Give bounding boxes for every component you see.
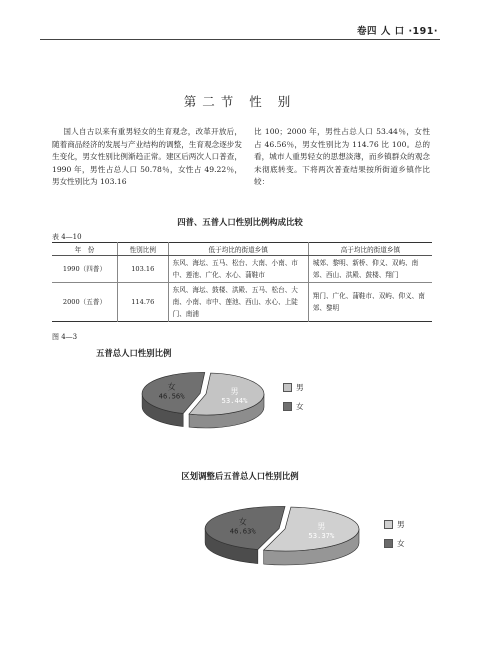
cell-below-average: 东风、海坛、五马、松台、大南、小南、市中、莲池、广化、水心、蒲鞋市 <box>168 256 308 283</box>
chart-2-legend <box>384 518 405 556</box>
cell-ratio: 103.16 <box>117 256 168 283</box>
table-header-row <box>52 243 432 256</box>
cell-year: 1990（四普） <box>52 256 117 283</box>
legend-label-male: 男 <box>397 520 405 529</box>
chart-1-title: 五普总人口性别比例 <box>96 348 172 358</box>
cell-above-average: 翔门、广化、蒲鞋市、双屿、仰义、南郊、黎明 <box>308 283 432 322</box>
cell-above-average: 城郊、黎明、新桥、仰义、双屿、南郊、西山、洪殿、鼓楼、翔门 <box>308 256 432 283</box>
legend-item-male <box>283 381 304 394</box>
section-title: 第二节 性 别 <box>183 94 297 109</box>
pie-value-label-female: 46.63% <box>229 526 256 536</box>
running-head: 卷四 人 口 ·191· <box>357 26 438 37</box>
legend-label-female: 女 <box>397 539 405 548</box>
pie-category-label-male: 男 <box>230 386 239 396</box>
legend-swatch-male <box>384 520 393 529</box>
figure-label: 图 4—3 <box>52 333 78 341</box>
col-header-year: 年 份 <box>52 243 117 256</box>
pie-category-label-male: 男 <box>317 521 326 531</box>
pie-category-label-female: 女 <box>238 517 247 527</box>
col-header-above-average: 高于均比的街道乡镇 <box>308 243 432 256</box>
table-label: 表 4—10 <box>52 233 82 241</box>
pie-value-label-female: 46.56% <box>158 391 185 401</box>
cell-below-average: 东风、海坛、鼓楼、洪殿、五马、松台、大南、小南、市中、莲池、西山、水心、上陡门、南浦 <box>168 283 308 322</box>
legend-swatch-female <box>384 539 393 548</box>
chart-2-title: 区划调整后五普总人口性别比例 <box>181 471 299 481</box>
table-row <box>52 283 432 322</box>
cell-year: 2000（五普） <box>62 298 107 306</box>
legend-item-female <box>283 400 304 413</box>
page-header <box>40 19 440 40</box>
legend-swatch-female <box>283 402 292 411</box>
cell-ratio: 114.76 <box>117 283 168 322</box>
legend-swatch-male <box>283 383 292 392</box>
table-title: 四普、五普人口性别比例构成比较 <box>177 217 303 227</box>
table-row <box>52 256 432 283</box>
pie-chart-2 <box>203 501 363 571</box>
pie-value-label-male: 53.37% <box>308 530 335 540</box>
body-paragraph-left: 国人自古以来有重男轻女的生育观念，改革开放后，随着商品经济的发展与产业结构的调整，生育观念逐步发生变化，男女性别比例渐趋正常。建区后两次人口普查，1990 年，男性占总人口 50.78％，女性占 49.22％，男女性别比为 103.16 <box>52 127 242 187</box>
col-header-below-average: 低于均比的街道乡镇 <box>168 243 308 256</box>
body-paragraph-right: 比 100；2000 年，男性占总人口 53.44％，女性占 46.56％，男女性别比为 114.76 比 100。总的看，城市人重男轻女的思想淡薄，而乡镇群众的观念未彻底转变。下将两次普查结果按所街道乡镇作比较： <box>254 127 430 187</box>
col-header-ratio: 性别比例 <box>117 243 168 256</box>
legend-label-female: 女 <box>296 402 304 411</box>
legend-label-male: 男 <box>296 383 304 392</box>
pie-value-label-male: 53.44% <box>221 395 248 405</box>
pie-category-label-female: 女 <box>167 382 176 392</box>
legend-item-female <box>384 537 405 550</box>
pie-chart-1 <box>140 368 270 436</box>
sex-ratio-table <box>52 242 432 322</box>
legend-item-male <box>384 518 405 531</box>
chart-1-legend <box>283 381 304 419</box>
